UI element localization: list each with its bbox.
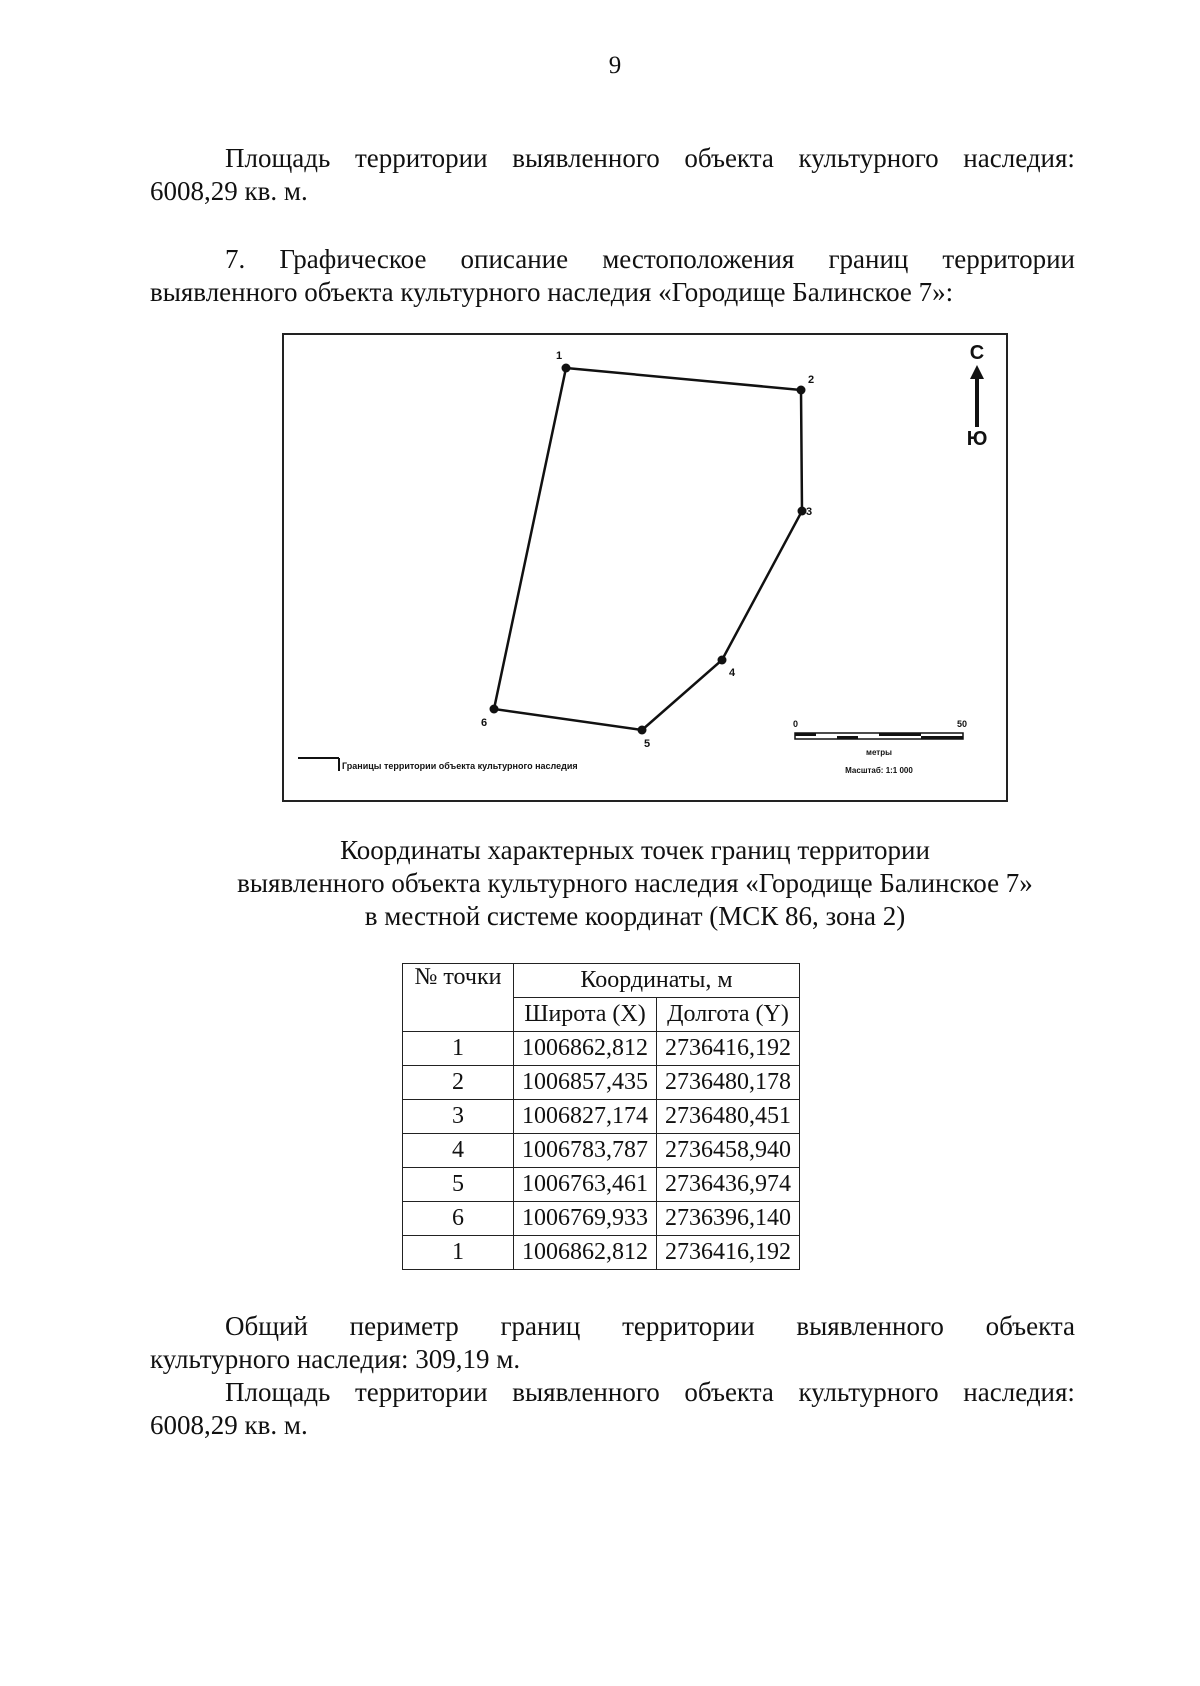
cell-y: 2736416,192: [657, 1032, 800, 1066]
caption-line-1: Координаты характерных точек границ территории: [340, 835, 930, 865]
vertex-label-5: 5: [644, 738, 651, 750]
perimeter-line-2: культурного наследия: 309,19 м.: [150, 1344, 521, 1374]
header-coordinates: Координаты, м: [514, 964, 800, 998]
section-7-line-2: выявленного объекта культурного наследия «Городище Балинское 7»:: [150, 277, 954, 307]
word: объекта: [684, 143, 774, 173]
word: 7.: [225, 244, 246, 274]
perimeter-paragraph: [150, 1310, 1075, 1376]
cell-x: 1006763,461: [514, 1168, 657, 1202]
word: выявленного: [512, 143, 660, 173]
legend-text: Границы территории объекта культурного наследия: [342, 761, 578, 771]
scale-units: метры: [866, 748, 892, 757]
vertex-5: [638, 726, 647, 735]
area-line-2: 6008,29 кв. м.: [150, 1410, 308, 1440]
cell-x: 1006857,435: [514, 1066, 657, 1100]
vertex-label-4: 4: [729, 667, 736, 679]
scale-bar: [793, 719, 967, 775]
word: Площадь: [225, 143, 331, 173]
word: периметр: [349, 1311, 459, 1341]
north-arrow-icon: [967, 342, 988, 450]
word: территории: [355, 1377, 488, 1407]
cell-point: 6: [403, 1202, 514, 1236]
vertex-1: [562, 364, 571, 373]
cell-y: 2736416,192: [657, 1236, 800, 1270]
cell-x: 1006862,812: [514, 1032, 657, 1066]
cell-point: 4: [403, 1134, 514, 1168]
table-row: [403, 1168, 800, 1202]
word: Общий: [225, 1311, 308, 1341]
cell-x: 1006862,812: [514, 1236, 657, 1270]
cell-point: 3: [403, 1100, 514, 1134]
vertex-label-1: 1: [556, 350, 563, 362]
word: выявленного: [512, 1377, 660, 1407]
vertex-2: [797, 386, 806, 395]
cell-y: 2736480,451: [657, 1100, 800, 1134]
perimeter-line-1: [225, 1310, 1075, 1343]
word: объекта: [684, 1377, 774, 1407]
table-row: [403, 1134, 800, 1168]
boundary-polygon: [494, 368, 802, 730]
vertex-label-6: 6: [481, 717, 488, 729]
scale-start-label: 0: [793, 719, 799, 729]
cell-point: 1: [403, 1236, 514, 1270]
vertex-6: [490, 705, 499, 714]
cell-x: 1006783,787: [514, 1134, 657, 1168]
word: местоположения: [602, 244, 795, 274]
boundary-map: [282, 333, 1008, 802]
word: границ: [500, 1311, 581, 1341]
cell-y: 2736436,974: [657, 1168, 800, 1202]
area-line-2: 6008,29 кв. м.: [150, 176, 308, 206]
table-row: [403, 1066, 800, 1100]
section-7-paragraph: [150, 243, 1075, 309]
word: объекта: [985, 1311, 1075, 1341]
vertex-label-2: 2: [808, 374, 815, 386]
area-line-1: [225, 142, 1075, 175]
page-number: 9: [608, 52, 622, 79]
table-header-row: [403, 964, 800, 998]
word: Площадь: [225, 1377, 331, 1407]
cell-y: 2736458,940: [657, 1134, 800, 1168]
scale-end-label: 50: [957, 719, 968, 729]
word: территории: [622, 1311, 755, 1341]
map-legend: [298, 758, 578, 771]
area-paragraph-top: [150, 142, 1075, 208]
table-row: [403, 1202, 800, 1236]
area-paragraph-bottom: [150, 1376, 1075, 1442]
caption-line-2: выявленного объекта культурного наследия «Городище Балинское 7»: [237, 868, 1033, 898]
caption-line-3: в местной системе координат (МСК 86, зона 2): [364, 901, 906, 931]
cell-y: 2736480,178: [657, 1066, 800, 1100]
table-row: [403, 1032, 800, 1066]
map-canvas: [284, 335, 1006, 800]
section-7-line-1: [225, 243, 1075, 276]
cell-x: 1006769,933: [514, 1202, 657, 1236]
coordinates-table: [402, 963, 800, 1270]
word: наследия:: [963, 143, 1075, 173]
area-line-1: [225, 1376, 1075, 1409]
vertex-4: [718, 656, 727, 665]
word: культурного: [798, 143, 939, 173]
header-point: № точки: [403, 964, 514, 1032]
word: описание: [460, 244, 569, 274]
word: выявленного: [796, 1311, 944, 1341]
word: территории: [355, 143, 488, 173]
word: территории: [942, 244, 1075, 274]
word: Графическое: [279, 244, 427, 274]
cell-y: 2736396,140: [657, 1202, 800, 1236]
south-label: Ю: [966, 428, 988, 450]
table-row: [403, 1236, 800, 1270]
word: культурного: [798, 1377, 939, 1407]
cell-x: 1006827,174: [514, 1100, 657, 1134]
table-row: [403, 1100, 800, 1134]
cell-point: 2: [403, 1066, 514, 1100]
word: наследия:: [963, 1377, 1075, 1407]
word: границ: [828, 244, 909, 274]
vertex-label-3: 3: [806, 506, 813, 518]
table-caption: [150, 834, 1120, 933]
header-y: Долгота (Y): [657, 998, 800, 1032]
north-label: С: [969, 342, 985, 364]
cell-point: 1: [403, 1032, 514, 1066]
cell-point: 5: [403, 1168, 514, 1202]
header-x: Широта (X): [514, 998, 657, 1032]
scale-ratio: Масштаб: 1:1 000: [845, 766, 913, 775]
